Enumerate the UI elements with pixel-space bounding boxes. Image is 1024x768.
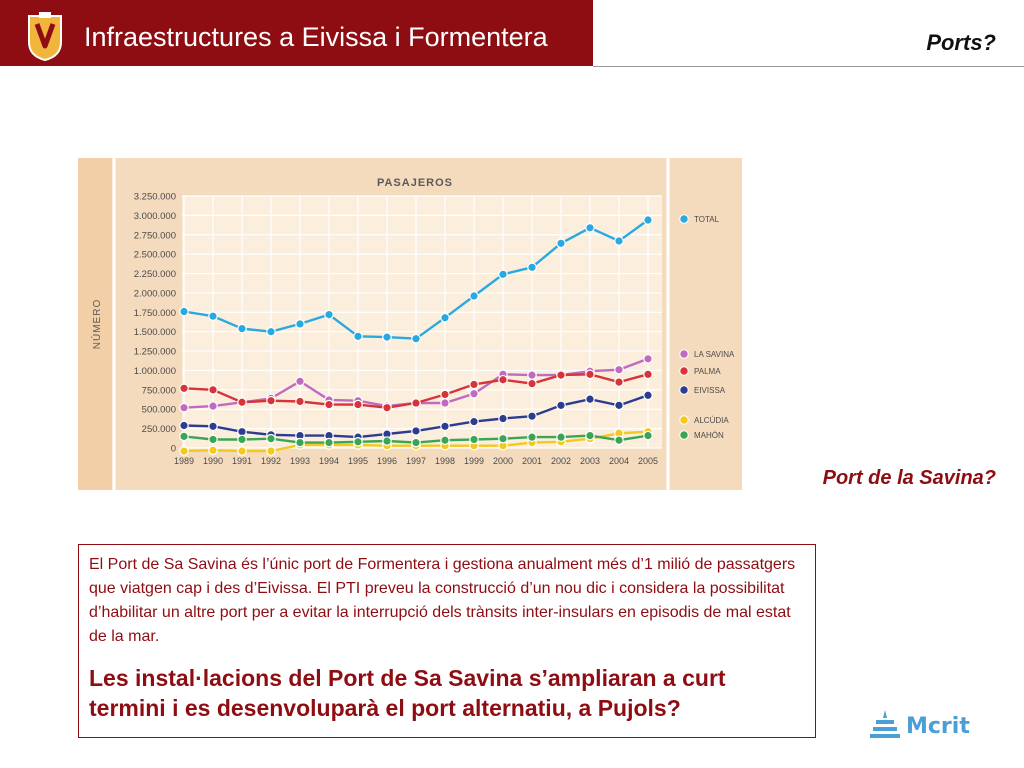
data-point xyxy=(470,435,478,443)
legend-label: LA SAVINA xyxy=(694,350,735,360)
data-point xyxy=(499,376,507,384)
data-point xyxy=(209,312,217,320)
data-point xyxy=(267,447,275,455)
data-point xyxy=(412,438,420,446)
legend-marker xyxy=(680,431,688,439)
header-right-bar xyxy=(593,0,1024,67)
data-point xyxy=(441,390,449,398)
data-point xyxy=(499,270,507,278)
legend-marker xyxy=(680,350,688,358)
data-point xyxy=(615,436,623,444)
legend-item xyxy=(680,215,720,224)
x-tick-label: 1996 xyxy=(376,456,398,466)
data-point xyxy=(441,422,449,430)
legend-label: ALCÚDIA xyxy=(694,416,729,426)
x-tick-label: 2004 xyxy=(608,456,630,466)
data-point xyxy=(238,447,246,455)
data-point xyxy=(267,397,275,405)
data-point xyxy=(615,401,623,409)
x-tick-label: 2003 xyxy=(579,456,601,466)
legend-label: EIVISSA xyxy=(694,386,726,396)
data-point xyxy=(412,334,420,342)
legend-item xyxy=(680,386,726,395)
data-point xyxy=(470,292,478,300)
legend-item xyxy=(680,431,724,440)
data-point xyxy=(296,397,304,405)
highlight-statement: Les instal·lacions del Port de Sa Savina s’ampliaran a curt termini i es desenvoluparà el port alternatiu, a Pujols? xyxy=(89,665,726,721)
data-point xyxy=(209,446,217,454)
data-point xyxy=(238,428,246,436)
data-point xyxy=(383,333,391,341)
legend-marker xyxy=(680,215,688,223)
data-point xyxy=(267,327,275,335)
data-point xyxy=(180,307,188,315)
data-point xyxy=(557,371,565,379)
data-point xyxy=(209,386,217,394)
data-point xyxy=(296,320,304,328)
x-tick-label: 1990 xyxy=(202,456,224,466)
x-tick-label: 2002 xyxy=(550,456,572,466)
legend-marker xyxy=(680,386,688,394)
legend-label: TOTAL xyxy=(694,215,720,225)
data-point xyxy=(644,216,652,224)
y-tick-label: 1.500.000 xyxy=(133,327,176,339)
data-point xyxy=(557,239,565,247)
y-tick-label: 750.000 xyxy=(141,385,176,397)
data-point xyxy=(354,400,362,408)
data-point xyxy=(615,378,623,386)
y-tick-label: 3.000.000 xyxy=(133,210,176,222)
data-point xyxy=(354,438,362,446)
data-point xyxy=(528,433,536,441)
page-title: Infraestructures a Eivissa i Formentera xyxy=(84,22,548,52)
x-tick-label: 1994 xyxy=(318,456,340,466)
x-tick-label: 1999 xyxy=(463,456,485,466)
data-point xyxy=(238,324,246,332)
data-point xyxy=(180,384,188,392)
data-point xyxy=(644,355,652,363)
data-point xyxy=(586,224,594,232)
y-tick-label: 2.000.000 xyxy=(133,288,176,300)
x-tick-label: 1989 xyxy=(173,456,195,466)
data-point xyxy=(586,395,594,403)
data-point xyxy=(615,237,623,245)
x-tick-label: 1997 xyxy=(405,456,427,466)
y-tick-label: 500.000 xyxy=(141,404,176,416)
data-point xyxy=(644,391,652,399)
data-point xyxy=(615,365,623,373)
data-point xyxy=(470,390,478,398)
data-point xyxy=(267,434,275,442)
passengers-chart xyxy=(78,158,742,490)
y-tick-label: 2.750.000 xyxy=(133,230,176,242)
x-tick-label: 1992 xyxy=(260,456,282,466)
data-point xyxy=(238,398,246,406)
y-tick-label: 1.000.000 xyxy=(133,365,176,377)
data-point xyxy=(557,433,565,441)
x-tick-labels xyxy=(174,456,658,466)
shield-logo-icon xyxy=(25,12,65,62)
data-point xyxy=(325,400,333,408)
data-point xyxy=(325,438,333,446)
data-point xyxy=(325,310,333,318)
description-box xyxy=(78,544,816,738)
y-tick-label: 1.250.000 xyxy=(133,346,176,358)
chart-title: PASAJEROS xyxy=(376,177,454,189)
y-tick-label: 250.000 xyxy=(141,424,176,436)
data-point xyxy=(470,380,478,388)
legend-label: MAHÓN xyxy=(694,431,724,441)
data-point xyxy=(412,427,420,435)
mcrit-logo-text: Mcrit xyxy=(906,714,970,739)
data-point xyxy=(296,438,304,446)
data-point xyxy=(528,263,536,271)
data-point xyxy=(383,403,391,411)
data-point xyxy=(209,402,217,410)
y-tick-label: 1.750.000 xyxy=(133,307,176,319)
data-point xyxy=(180,432,188,440)
x-tick-label: 1991 xyxy=(231,456,253,466)
data-point xyxy=(180,447,188,455)
data-point xyxy=(180,421,188,429)
data-point xyxy=(528,412,536,420)
data-point xyxy=(470,417,478,425)
description-paragraph: El Port de Sa Savina és l’únic port de Formentera i gestiona anualment més d’1 milió de passatgers que viatgen cap i des d’Eivissa. El PTI preveu la construcció d’un nou dic i considera la possibilitat d’habilitar un altre port per a evitar la interrupció dels trànsits inter-insulars en episodis de mal estat de la mar. xyxy=(89,556,796,645)
data-point xyxy=(644,431,652,439)
y-tick-label: 2.250.000 xyxy=(133,269,176,281)
data-point xyxy=(644,370,652,378)
chart-caption: Port de la Savina? xyxy=(822,467,996,489)
legend-marker xyxy=(680,416,688,424)
header-band xyxy=(0,0,593,66)
x-tick-label: 2001 xyxy=(521,456,543,466)
data-point xyxy=(296,377,304,385)
x-tick-label: 1995 xyxy=(347,456,369,466)
y-tick-label: 0 xyxy=(170,443,176,455)
mcrit-logo-icon xyxy=(870,708,900,744)
legend-marker xyxy=(680,367,688,375)
chart-ylabel: NÚMERO xyxy=(92,298,103,350)
data-point xyxy=(180,403,188,411)
data-point xyxy=(209,435,217,443)
data-point xyxy=(412,399,420,407)
x-tick-label: 2000 xyxy=(492,456,514,466)
data-point xyxy=(499,414,507,422)
data-point xyxy=(238,435,246,443)
data-point xyxy=(499,434,507,442)
data-point xyxy=(441,314,449,322)
data-point xyxy=(354,332,362,340)
section-title: Ports? xyxy=(926,30,996,55)
data-point xyxy=(441,436,449,444)
data-point xyxy=(557,401,565,409)
data-point xyxy=(383,437,391,445)
data-point xyxy=(528,371,536,379)
y-tick-label: 3.250.000 xyxy=(133,191,176,203)
x-tick-label: 1993 xyxy=(289,456,311,466)
data-point xyxy=(209,422,217,430)
x-tick-label: 1998 xyxy=(434,456,456,466)
legend-label: PALMA xyxy=(694,367,721,377)
mcrit-logo xyxy=(870,706,970,746)
data-point xyxy=(528,379,536,387)
y-tick-label: 2.500.000 xyxy=(133,249,176,261)
data-point xyxy=(441,399,449,407)
x-tick-label: 2005 xyxy=(637,456,659,466)
data-point xyxy=(586,370,594,378)
legend-item xyxy=(680,367,721,376)
data-point xyxy=(586,431,594,439)
